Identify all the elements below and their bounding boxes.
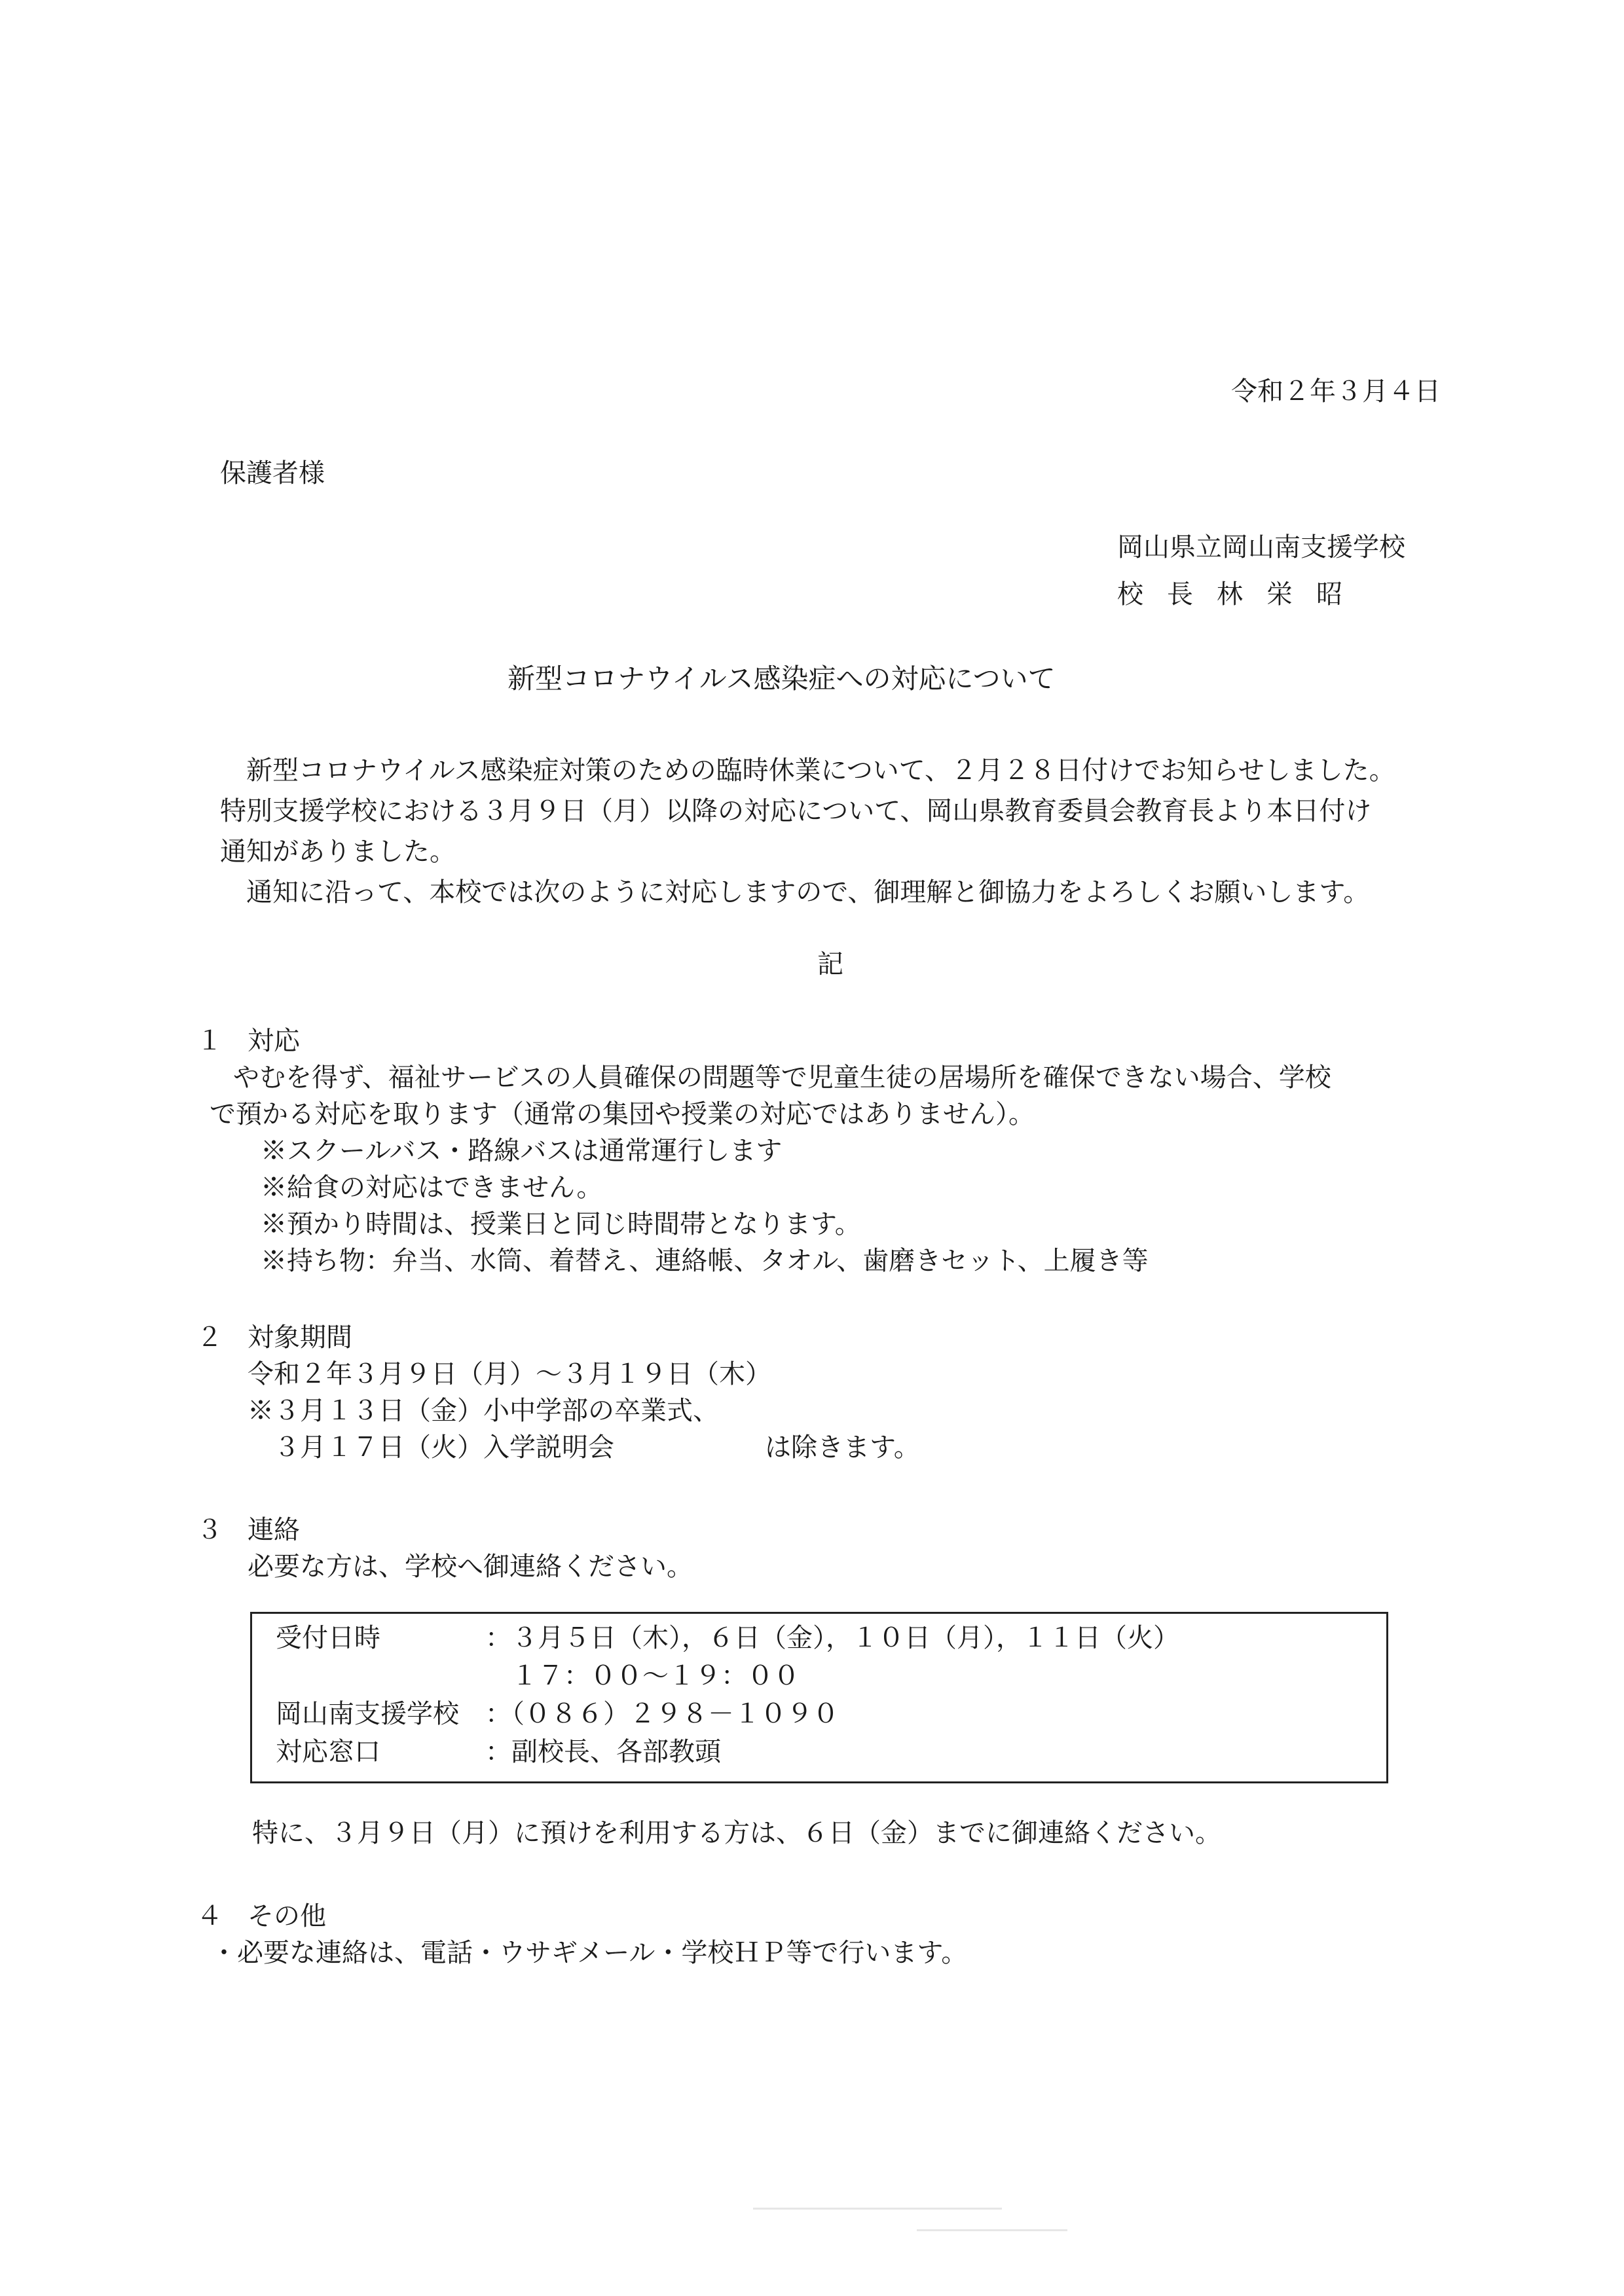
body-line: 必要な方は、学校へ御連絡ください。 <box>248 1552 693 1582</box>
sender-block <box>1117 524 1405 618</box>
note-line: ※給食の対応はできません。 <box>261 1173 603 1203</box>
note-line: ※預かり時間は、授業日と同じ時間帯となります。 <box>261 1209 861 1239</box>
contact-label: 受付日時 <box>276 1623 380 1653</box>
section-response <box>196 1023 1331 1279</box>
contact-value: ：３月５日（木），６日（金），１０日（月），１１日（火） <box>485 1623 1179 1653</box>
intro-line: 通知に沿って、本校では次のように対応しますので、御理解と御協力をよろしくお願いします。 <box>246 877 1370 907</box>
contact-row-desk <box>276 1733 1386 1771</box>
section-heading <box>196 1898 967 1935</box>
section-heading <box>196 1319 920 1356</box>
section-number: ４ <box>196 1901 223 1931</box>
section-number: １ <box>196 1026 223 1056</box>
contact-row-phone <box>276 1695 1386 1733</box>
contact-row-time <box>276 1657 1386 1695</box>
body-line: で預かる対応を取ります（通常の集団や授業の対応ではありません）。 <box>210 1099 1035 1129</box>
contact-value: １７：００～１９：００ <box>511 1661 800 1691</box>
principal-name: 校長林栄昭 <box>1117 579 1366 610</box>
section-heading <box>196 1512 693 1548</box>
section-heading <box>196 1023 1331 1059</box>
contact-row-hours <box>276 1619 1386 1657</box>
period-line: 令和２年３月９日（月）～３月１９日（木） <box>248 1359 771 1389</box>
note-line: ※スクールバス・路線バスは通常運行します <box>261 1136 783 1166</box>
body-line: やむを得ず、福祉サービスの人員確保の問題等で児童生徒の居場所を確保できない場合、学校 <box>233 1063 1331 1093</box>
section-title: 対象期間 <box>248 1322 352 1353</box>
contact-value: ：（０８６）２９８－１０９０ <box>485 1699 839 1729</box>
section-period <box>196 1319 920 1466</box>
exclusion-suffix: は除きます。 <box>765 1432 920 1463</box>
school-name: 岡山県立岡山南支援学校 <box>1117 532 1405 562</box>
section-body <box>196 1548 693 1585</box>
section-number: ３ <box>196 1515 223 1545</box>
intro-paragraph <box>220 750 1464 913</box>
intro-line: 特別支援学校における３月９日（月）以降の対応について、岡山県教育委員会教育長より本日付け <box>220 796 1372 826</box>
addressee: 保護者様 <box>220 458 325 488</box>
exclusion-line: ※３月１３日（金）小中学部の卒業式、 <box>248 1396 719 1426</box>
contact-info-box <box>250 1612 1388 1783</box>
exclusion-event: ３月１７日（火）入学説明会 <box>274 1432 614 1463</box>
section-body <box>196 1059 1331 1279</box>
section-body <box>196 1356 920 1466</box>
contact-value: ：副校長、各部教頭 <box>485 1737 721 1767</box>
section-other <box>196 1898 967 1971</box>
issue-date: 令和２年３月４日 <box>1231 376 1441 407</box>
section-title: その他 <box>248 1901 326 1931</box>
note-line: ※持ち物：弁当、水筒、着替え、連絡帳、タオル、歯磨きセット、上履き等 <box>261 1246 1149 1276</box>
intro-line: 通知がありました。 <box>220 837 456 867</box>
exclusion-line <box>248 1429 920 1466</box>
section-contact <box>196 1512 693 1585</box>
section-title: 対応 <box>248 1026 300 1056</box>
section-title: 連絡 <box>248 1515 300 1545</box>
section-body <box>196 1935 967 1971</box>
intro-line: 新型コロナウイルス感染症対策のための臨時休業について、２月２８日付けでお知らせしました。 <box>246 756 1395 786</box>
contact-label: 対応窓口 <box>276 1737 380 1767</box>
scan-artifact <box>917 2229 1067 2231</box>
contact-deadline-note: 特に、３月９日（月）に預けを利用する方は、６日（金）までに御連絡ください。 <box>252 1818 1221 1848</box>
document-title: 新型コロナウイルス感染症への対応について <box>507 663 1056 695</box>
contact-label: 岡山南支援学校 <box>276 1699 459 1729</box>
body-line: ・必要な連絡は、電話・ウサギメール・学校ＨＰ等で行います。 <box>211 1938 968 1968</box>
ki-marker: 記 <box>817 949 843 979</box>
scan-artifact <box>753 2208 1002 2210</box>
section-number: ２ <box>196 1322 223 1353</box>
